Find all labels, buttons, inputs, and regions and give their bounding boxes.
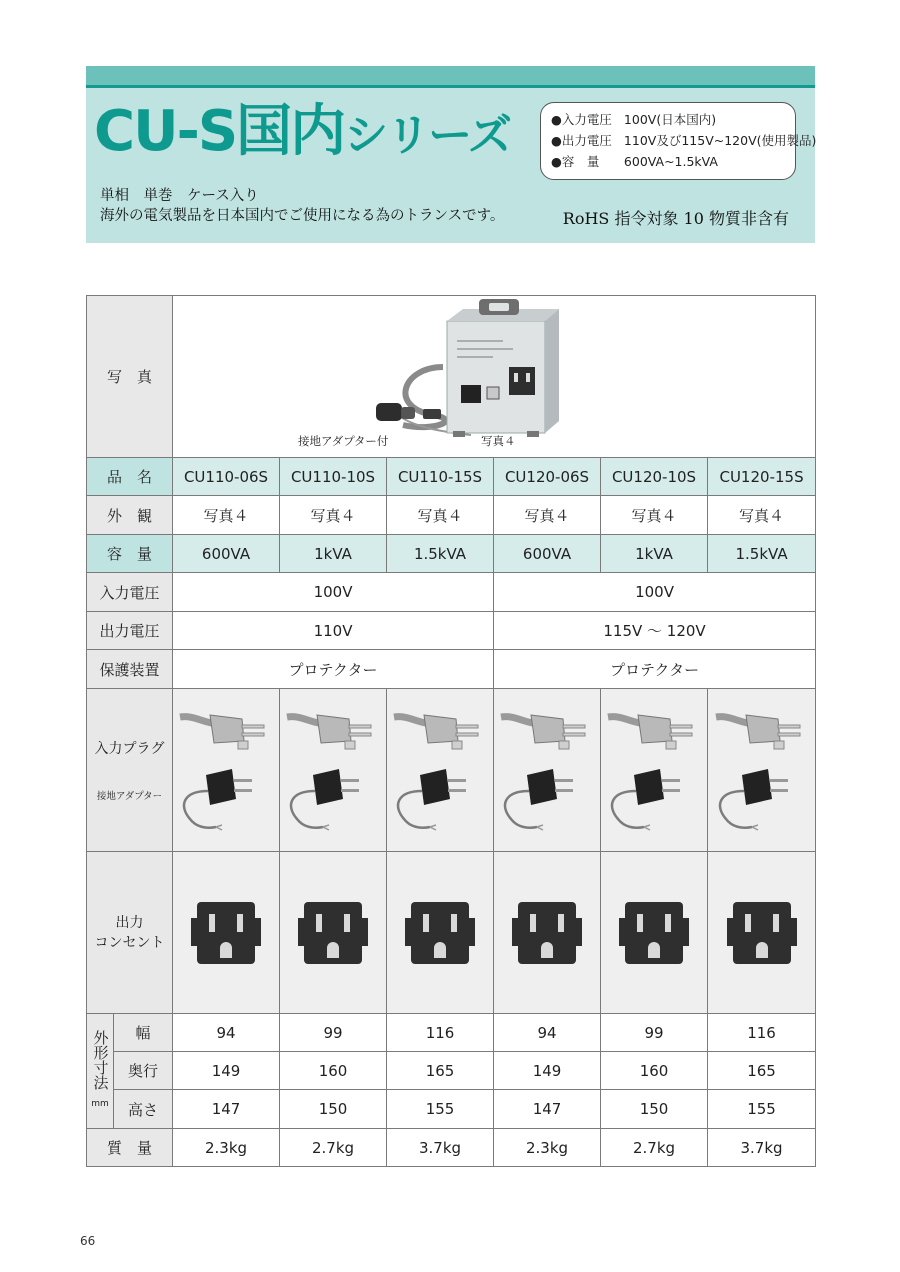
protection-label: 保護装置	[87, 650, 173, 689]
plug-image-cell	[708, 689, 816, 852]
output-voltage-label: 出力電圧	[87, 612, 173, 650]
appearance-cell: 写真４	[708, 496, 816, 535]
width-cell: 99	[601, 1014, 708, 1052]
mass-cell: 2.7kg	[601, 1129, 708, 1167]
description-line-1: 単相 単巻 ケース入り	[100, 188, 259, 204]
photo-cell	[173, 296, 816, 458]
input-voltage-cell: 100V	[494, 573, 816, 612]
mass-cell: 2.3kg	[173, 1129, 280, 1167]
mass-row	[87, 1129, 816, 1167]
appearance-cell: 写真４	[387, 496, 494, 535]
input-plug-row	[87, 689, 816, 852]
series-description	[100, 186, 504, 226]
mass-cell: 2.3kg	[494, 1129, 601, 1167]
height-cell: 147	[173, 1090, 280, 1129]
input-voltage-row	[87, 573, 816, 612]
photo-label: 写 真	[87, 296, 173, 458]
width-label: 幅	[114, 1014, 173, 1052]
width-cell: 94	[173, 1014, 280, 1052]
depth-label: 奥行	[114, 1052, 173, 1090]
photo-row	[87, 296, 816, 458]
outlet-image-cell	[494, 852, 601, 1014]
appearance-cell: 写真４	[601, 496, 708, 535]
depth-cell: 165	[387, 1052, 494, 1090]
plug-image-cell	[387, 689, 494, 852]
plug-image-cell	[173, 689, 280, 852]
series-header	[86, 66, 815, 243]
width-cell: 116	[708, 1014, 816, 1052]
header-accent-bar	[86, 66, 815, 88]
depth-cell: 149	[494, 1052, 601, 1090]
photo-caption-adapter: 接地アダプター付	[298, 433, 389, 448]
transformer-photo	[173, 297, 815, 457]
protection-row	[87, 650, 816, 689]
mass-cell: 3.7kg	[708, 1129, 816, 1167]
outlet-icon	[512, 900, 582, 966]
outlet-icon	[191, 900, 261, 966]
capacity-cell: 1.5kVA	[387, 535, 494, 573]
capacity-cell: 1.5kVA	[708, 535, 816, 573]
mass-cell: 2.7kg	[280, 1129, 387, 1167]
height-cell: 150	[601, 1090, 708, 1129]
height-label: 高さ	[114, 1090, 173, 1129]
model-label: 品 名	[87, 458, 173, 496]
output-outlet-label-cell	[87, 852, 173, 1014]
plug-and-adapter-icon	[604, 695, 704, 845]
outlet-icon	[298, 900, 368, 966]
outlet-image-cell	[387, 852, 494, 1014]
outlet-image-cell	[173, 852, 280, 1014]
protection-cell: プロテクター	[494, 650, 816, 689]
mass-cell: 3.7kg	[387, 1129, 494, 1167]
outlet-image-cell	[708, 852, 816, 1014]
plug-and-adapter-icon	[712, 695, 812, 845]
width-cell: 94	[494, 1014, 601, 1052]
outlet-icon	[727, 900, 797, 966]
output-voltage-cell: 110V	[173, 612, 494, 650]
outlet-icon	[619, 900, 689, 966]
appearance-label: 外 観	[87, 496, 173, 535]
plug-image-cell	[494, 689, 601, 852]
depth-row	[87, 1052, 816, 1090]
plug-and-adapter-icon	[283, 695, 383, 845]
spec-summary-box	[540, 102, 817, 180]
depth-cell: 160	[601, 1052, 708, 1090]
series-title-main: CU-S国内	[94, 99, 345, 164]
series-title-suffix: シリーズ	[344, 110, 510, 161]
height-row	[87, 1090, 816, 1129]
description-line-2: 海外の電気製品を日本国内でご使用になる為のトランスです。	[100, 208, 505, 224]
dimensions-group-text: 外形寸法	[91, 1029, 110, 1090]
spec-line-output: ●出力電圧 110V及び115V~120V(使用製品)	[551, 133, 817, 148]
depth-cell: 149	[173, 1052, 280, 1090]
height-cell: 155	[708, 1090, 816, 1129]
output-outlet-row	[87, 852, 816, 1014]
dimensions-group-label	[87, 1014, 114, 1129]
capacity-row	[87, 535, 816, 573]
output-outlet-label-1: 出力	[115, 914, 144, 931]
input-voltage-label: 入力電圧	[87, 573, 173, 612]
spec-line-input: ●入力電圧 100V(日本国内)	[551, 112, 717, 127]
photo-caption-number: 写真４	[481, 433, 516, 448]
depth-cell: 165	[708, 1052, 816, 1090]
page-number: 66	[80, 1234, 96, 1248]
adapter-label: 接地アダプター	[96, 791, 163, 802]
plug-and-adapter-icon	[176, 695, 276, 845]
capacity-cell: 1kVA	[601, 535, 708, 573]
spec-line-capacity: ●容 量 600VA~1.5kVA	[551, 154, 718, 169]
spec-table	[86, 295, 816, 1167]
appearance-row	[87, 496, 816, 535]
plug-and-adapter-icon	[497, 695, 597, 845]
model-cell: CU120-15S	[708, 458, 816, 496]
mass-label: 質 量	[87, 1129, 173, 1167]
plug-image-cell	[601, 689, 708, 852]
protection-cell: プロテクター	[173, 650, 494, 689]
model-row	[87, 458, 816, 496]
dimensions-unit: mm	[91, 1098, 109, 1109]
appearance-cell: 写真４	[494, 496, 601, 535]
input-plug-label: 入力プラグ	[94, 741, 165, 757]
appearance-cell: 写真４	[173, 496, 280, 535]
model-cell: CU120-06S	[494, 458, 601, 496]
model-cell: CU110-15S	[387, 458, 494, 496]
width-cell: 99	[280, 1014, 387, 1052]
output-voltage-row	[87, 612, 816, 650]
height-cell: 150	[280, 1090, 387, 1129]
model-cell: CU110-06S	[173, 458, 280, 496]
series-title	[94, 99, 510, 164]
outlet-icon	[405, 900, 475, 966]
capacity-cell: 1kVA	[280, 535, 387, 573]
model-cell: CU120-10S	[601, 458, 708, 496]
height-cell: 147	[494, 1090, 601, 1129]
appearance-cell: 写真４	[280, 496, 387, 535]
width-row	[87, 1014, 816, 1052]
height-cell: 155	[387, 1090, 494, 1129]
capacity-label: 容 量	[87, 535, 173, 573]
width-cell: 116	[387, 1014, 494, 1052]
outlet-image-cell	[280, 852, 387, 1014]
output-voltage-cell: 115V ～ 120V	[494, 612, 816, 650]
capacity-cell: 600VA	[173, 535, 280, 573]
input-plug-label-cell	[87, 689, 173, 852]
plug-image-cell	[280, 689, 387, 852]
input-voltage-cell: 100V	[173, 573, 494, 612]
depth-cell: 160	[280, 1052, 387, 1090]
outlet-image-cell	[601, 852, 708, 1014]
model-cell: CU110-10S	[280, 458, 387, 496]
output-outlet-label-2: コンセント	[94, 934, 165, 951]
capacity-cell: 600VA	[494, 535, 601, 573]
plug-and-adapter-icon	[390, 695, 490, 845]
rohs-note: RoHS 指令対象 10 物質非含有	[562, 209, 789, 228]
